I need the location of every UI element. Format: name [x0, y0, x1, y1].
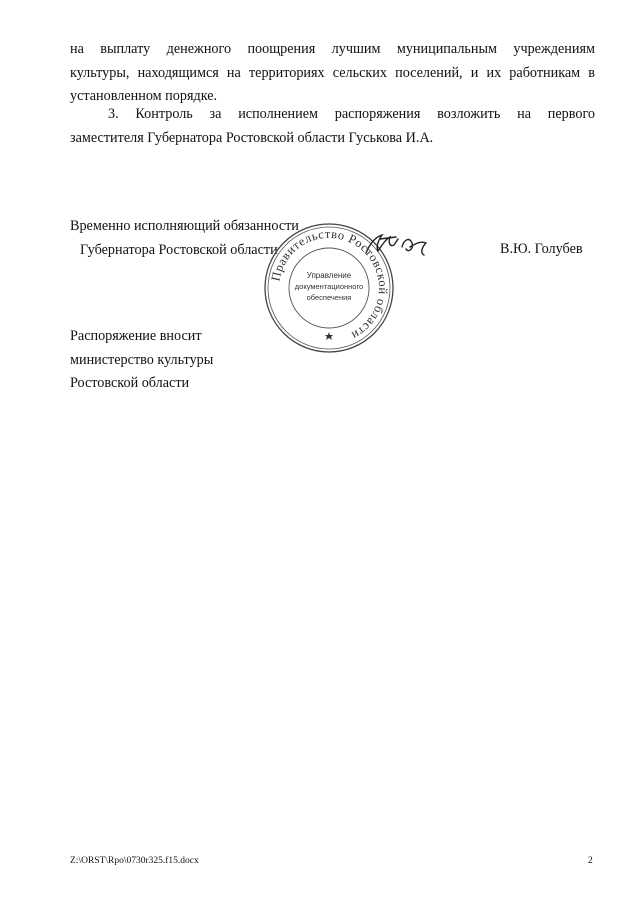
signatory-title-line1: Временно исполняющий обязанности: [70, 218, 299, 234]
submitter-note-line3: Ростовской области: [70, 375, 190, 391]
signatory-name: В.Ю. Голубев: [500, 241, 583, 257]
paragraph-line: 3. Контроль за исполнением распоряжения возложить на первого: [108, 106, 595, 122]
seal-outer-text: Правительство Ростовской области: [268, 226, 391, 343]
footer-file-path: Z:\ORST\Rpo\0730r325.f15.docx: [70, 856, 199, 866]
submitter-note: [70, 325, 213, 396]
seal-inner-line2: документационного: [294, 282, 364, 291]
page-number: 2: [588, 856, 593, 866]
paragraph-line: заместителя Губернатора Ростовской области Гуськова И.А.: [70, 129, 434, 146]
paragraph-line: установленном порядке.: [70, 88, 218, 104]
paragraph-line: на выплату денежного поощрения лучшим муниципальным учреждениям: [70, 41, 595, 57]
submitter-note-line2: министерство культуры: [70, 351, 214, 368]
handwritten-signature-icon: [360, 225, 440, 265]
seal-inner-line1: Управление: [306, 271, 352, 280]
paragraph-continuation: [70, 38, 595, 109]
signatory-title-line2: Губернатора Ростовской области: [80, 241, 278, 258]
paragraph-line: культуры, находящимся на территориях сельских поселений, и их работникам в: [70, 64, 595, 81]
submitter-note-line1: Распоряжение вносит: [70, 328, 202, 344]
seal-inner-line3: обеспечения: [306, 293, 352, 302]
paragraph-item-3: [70, 103, 595, 150]
